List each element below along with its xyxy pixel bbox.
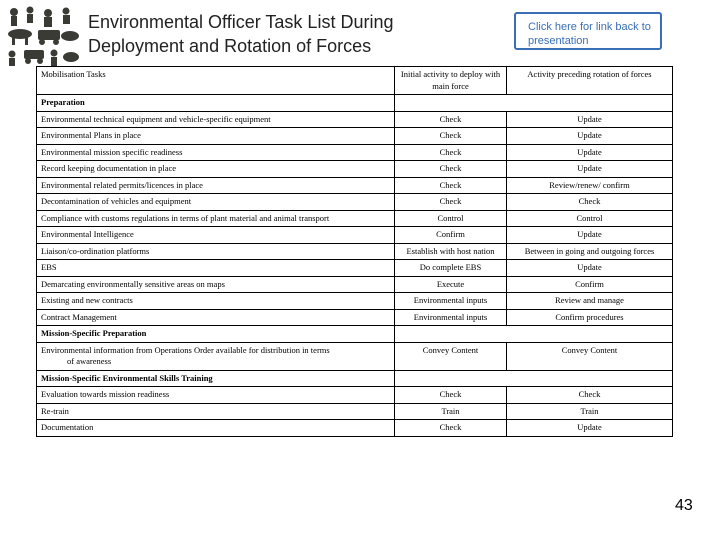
initial-cell: Check [395, 161, 507, 178]
initial-cell: Check [395, 420, 507, 437]
rotation-cell: Review/renew/ confirm [507, 177, 673, 194]
table-row [37, 403, 673, 420]
task-table [36, 66, 673, 437]
rotation-cell: Confirm [507, 276, 673, 293]
table-header-row [37, 67, 673, 95]
task-cell: Demarcating environmentally sensitive areas on maps [37, 276, 395, 293]
task-cell: Documentation [37, 420, 395, 437]
initial-cell: Control [395, 210, 507, 227]
initial-cell: Train [395, 403, 507, 420]
title-line-2: Deployment and Rotation of Forces [88, 36, 372, 56]
task-cell: EBS [37, 260, 395, 277]
task-cell: Existing and new contracts [37, 293, 395, 310]
back-to-presentation-link[interactable] [514, 12, 662, 50]
table-row [37, 161, 673, 178]
table-row [37, 260, 673, 277]
table-row [37, 276, 673, 293]
task-cell: Evaluation towards mission readiness [37, 387, 395, 404]
initial-cell: Environmental inputs [395, 293, 507, 310]
initial-cell: Establish with host nation [395, 243, 507, 260]
table-row [37, 177, 673, 194]
initial-cell: Check [395, 177, 507, 194]
task-cell: Environmental Plans in place [37, 128, 395, 145]
section-title: Mission-Specific Environmental Skills Training [37, 370, 395, 387]
task-cell: Environmental Intelligence [37, 227, 395, 244]
rotation-cell: Check [507, 387, 673, 404]
initial-cell: Convey Content [395, 342, 507, 370]
table-row [37, 210, 673, 227]
rotation-cell: Update [507, 420, 673, 437]
task-cell: Re-train [37, 403, 395, 420]
rotation-cell: Train [507, 403, 673, 420]
task-line-2: of awareness [67, 356, 112, 366]
task-cell: Decontamination of vehicles and equipment [37, 194, 395, 211]
rotation-cell: Control [507, 210, 673, 227]
mission-logo-icon [4, 4, 82, 66]
section-row [37, 326, 673, 343]
page-title [88, 10, 488, 58]
task-cell: Environmental technical equipment and vehicle-specific equipment [37, 111, 395, 128]
table-row [37, 111, 673, 128]
link-text-line-1: Click here for link back to [528, 21, 651, 33]
table-row [37, 243, 673, 260]
section-title: Preparation [37, 95, 395, 112]
rotation-cell: Update [507, 227, 673, 244]
rotation-cell: Check [507, 194, 673, 211]
rotation-cell: Convey Content [507, 342, 673, 370]
title-line-1: Environmental Officer Task List During [88, 12, 394, 32]
table-row [37, 387, 673, 404]
table-row [37, 420, 673, 437]
task-line-1: Environmental information from Operations Order available for distribution in terms [41, 344, 330, 355]
header-initial-activity: Initial activity to deploy with main force [395, 67, 507, 95]
initial-cell: Check [395, 194, 507, 211]
task-cell: Record keeping documentation in place [37, 161, 395, 178]
section-title: Mission-Specific Preparation [37, 326, 395, 343]
initial-cell: Check [395, 144, 507, 161]
task-cell: Compliance with customs regulations in terms of plant material and animal transport [37, 210, 395, 227]
task-cell: Contract Management [37, 309, 395, 326]
task-cell [37, 342, 395, 370]
section-row [37, 370, 673, 387]
rotation-cell: Between in going and outgoing forces [507, 243, 673, 260]
table-row [37, 144, 673, 161]
task-cell: Environmental related permits/licences in place [37, 177, 395, 194]
initial-cell: Do complete EBS [395, 260, 507, 277]
table-row [37, 309, 673, 326]
header-rotation-activity: Activity preceding rotation of forces [507, 67, 673, 95]
initial-cell: Check [395, 111, 507, 128]
table-row [37, 128, 673, 145]
initial-cell: Environmental inputs [395, 309, 507, 326]
rotation-cell: Update [507, 111, 673, 128]
task-cell: Liaison/co-ordination platforms [37, 243, 395, 260]
rotation-cell: Update [507, 260, 673, 277]
table-row [37, 227, 673, 244]
link-text-line-2: presentation [528, 35, 589, 47]
initial-cell: Check [395, 128, 507, 145]
rotation-cell: Update [507, 161, 673, 178]
table-row [37, 342, 673, 370]
header-mobilisation-tasks: Mobilisation Tasks [37, 67, 395, 95]
initial-cell: Execute [395, 276, 507, 293]
rotation-cell: Update [507, 144, 673, 161]
page-number: 43 [675, 497, 693, 514]
task-cell: Environmental mission specific readiness [37, 144, 395, 161]
initial-cell: Check [395, 387, 507, 404]
initial-cell: Confirm [395, 227, 507, 244]
rotation-cell: Update [507, 128, 673, 145]
rotation-cell: Review and manage [507, 293, 673, 310]
table-row [37, 293, 673, 310]
table-row [37, 194, 673, 211]
section-row [37, 95, 673, 112]
rotation-cell: Confirm procedures [507, 309, 673, 326]
